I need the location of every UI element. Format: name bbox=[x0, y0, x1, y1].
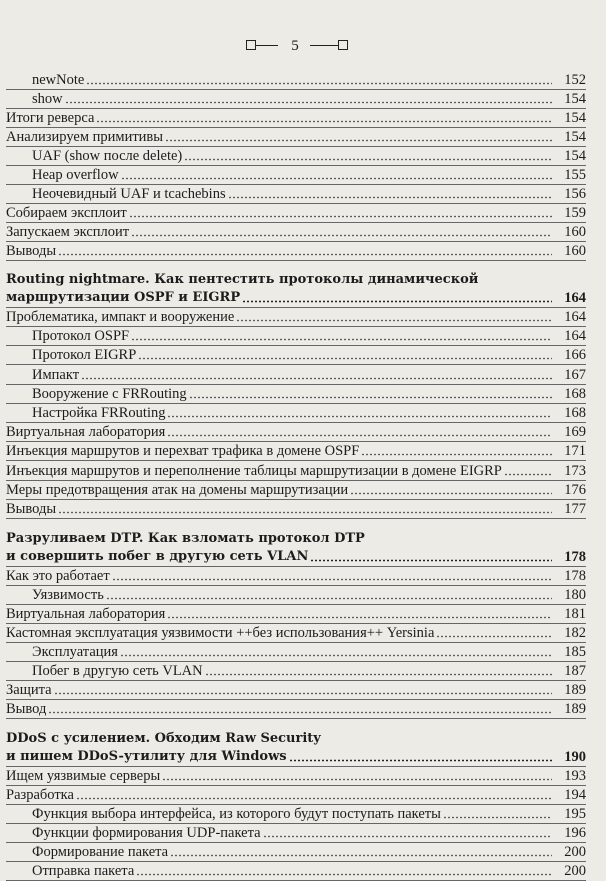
section-title-text: маршрутизации OSPF и EIGRP bbox=[6, 290, 241, 305]
section-title-line: DDoS с усилением. Обходим Raw Security bbox=[6, 731, 321, 746]
toc-entry-page: 195 bbox=[564, 806, 586, 822]
toc-entry bbox=[6, 499, 586, 518]
toc-entry bbox=[6, 108, 586, 127]
toc-entry-page: 194 bbox=[564, 787, 586, 803]
toc-entry bbox=[6, 842, 586, 861]
header-rule-left bbox=[256, 45, 278, 46]
toc-entry-title: Ищем уязвимые серверы bbox=[6, 768, 161, 784]
section-title-line bbox=[6, 748, 586, 766]
toc-entry-title: Выводы bbox=[6, 501, 57, 517]
dot-leader bbox=[112, 578, 552, 581]
toc-entry-page: 178 bbox=[564, 568, 586, 584]
toc-entry-title: Инъекция маршрутов и перехват трафика в домене OSPF bbox=[6, 443, 360, 460]
section-title-line bbox=[6, 548, 586, 566]
dot-leader bbox=[58, 253, 552, 256]
toc-entry-page: 154 bbox=[564, 148, 586, 164]
toc-entry-title: Виртуальная лаборатория bbox=[6, 424, 166, 441]
toc-entry-title: Уязвимость bbox=[32, 587, 104, 603]
toc-entry-page: 154 bbox=[564, 129, 586, 145]
toc-entry-title: show bbox=[32, 91, 63, 107]
toc-entry bbox=[6, 441, 586, 460]
toc-entry-page: 167 bbox=[564, 366, 586, 383]
toc-entry-title: Разработка bbox=[6, 787, 74, 803]
toc-entry-title: Как это работает bbox=[6, 568, 110, 584]
toc-entry bbox=[6, 403, 586, 422]
toc-entry bbox=[6, 70, 586, 89]
toc-entry-page: 180 bbox=[564, 587, 586, 603]
toc-entry bbox=[6, 222, 586, 241]
toc-entry bbox=[6, 480, 586, 499]
toc-entry-page: 185 bbox=[564, 644, 586, 660]
toc-entry-page: 182 bbox=[564, 625, 586, 641]
toc-entry bbox=[6, 165, 586, 184]
toc-entry-page: 200 bbox=[564, 863, 586, 879]
toc-entry-page: 164 bbox=[564, 328, 586, 345]
dot-leader bbox=[242, 300, 552, 303]
dot-leader bbox=[76, 797, 552, 800]
section-title-line: Routing nightmare. Как пентестить протоколы динамической bbox=[6, 272, 479, 287]
toc-entry-title: Запускаем эксплоит bbox=[6, 224, 130, 240]
toc-entry bbox=[6, 422, 586, 441]
toc-entry bbox=[6, 461, 586, 480]
toc-entry-page: 176 bbox=[564, 481, 586, 498]
toc-entry-page: 168 bbox=[564, 385, 586, 402]
toc-entry-page: 154 bbox=[564, 110, 586, 126]
toc-entry-title: Настройка FRRouting bbox=[32, 405, 166, 421]
toc-entry bbox=[6, 127, 586, 146]
dot-leader bbox=[81, 377, 552, 380]
dot-leader bbox=[263, 835, 552, 838]
dot-leader bbox=[205, 673, 552, 676]
toc-entry bbox=[6, 604, 586, 623]
toc-entry-title: Heap overflow bbox=[32, 167, 119, 183]
toc-entry-title: Проблематика, импакт и вооружение bbox=[6, 309, 235, 325]
toc-entry-title: newNote bbox=[32, 72, 85, 88]
toc-entry-page: 164 bbox=[564, 309, 586, 325]
section-title-line bbox=[6, 289, 586, 307]
dot-leader bbox=[443, 816, 552, 819]
toc-entry bbox=[6, 861, 586, 880]
dot-leader bbox=[436, 635, 552, 638]
toc-entry-title: Неочевидный UAF и tcachebins bbox=[32, 186, 226, 202]
dot-leader bbox=[310, 559, 552, 562]
toc-entry bbox=[6, 203, 586, 222]
toc-entry bbox=[6, 699, 586, 718]
toc-entry bbox=[6, 661, 586, 680]
toc-entry bbox=[6, 307, 586, 326]
toc-entry-title: Вооружение с FRRouting bbox=[32, 385, 187, 402]
toc-entry bbox=[6, 804, 586, 823]
section-heading bbox=[6, 730, 586, 766]
toc-entry-title: Протокол OSPF bbox=[32, 328, 130, 345]
dot-leader bbox=[138, 357, 552, 360]
toc-entry-title: Собираем эксплоит bbox=[6, 205, 127, 221]
toc-entry-title: Формирование пакета bbox=[32, 844, 169, 860]
toc-entry-title: Анализируем примитивы bbox=[6, 129, 164, 145]
dot-leader bbox=[129, 215, 552, 218]
dot-leader bbox=[121, 177, 552, 180]
section-heading bbox=[6, 271, 586, 307]
row-divider bbox=[6, 518, 586, 519]
toc-entry-page: 173 bbox=[564, 462, 586, 479]
toc-entry bbox=[6, 345, 586, 364]
running-header bbox=[0, 36, 606, 56]
toc-entry bbox=[6, 566, 586, 585]
dot-leader bbox=[162, 778, 552, 781]
toc-entry-title: Побег в другую сеть VLAN bbox=[32, 663, 203, 679]
section-title-text: и пишем DDoS-утилиту для Windows bbox=[6, 749, 287, 764]
dot-leader bbox=[165, 139, 552, 142]
toc-entry bbox=[6, 785, 586, 804]
toc-entry-page: 156 bbox=[564, 186, 586, 202]
toc-entry-title: Вывод bbox=[6, 701, 47, 717]
section-page: 164 bbox=[564, 290, 586, 306]
toc-entry-title: Виртуальная лаборатория bbox=[6, 606, 166, 622]
toc-entry-page: 193 bbox=[564, 768, 586, 784]
dot-leader bbox=[228, 196, 552, 199]
toc-entry-page: 160 bbox=[564, 243, 586, 259]
dot-leader bbox=[170, 854, 552, 857]
dot-leader bbox=[106, 597, 552, 600]
toc-entry-title: Инъекция маршрутов и переполнение таблицы маршрутизации в домене EIGRP bbox=[6, 462, 502, 479]
toc-entry-page: 189 bbox=[564, 701, 586, 717]
dot-leader bbox=[361, 453, 552, 456]
toc-entry-page: 160 bbox=[564, 224, 586, 240]
toc-entry-page: 187 bbox=[564, 663, 586, 679]
dot-leader bbox=[184, 158, 552, 161]
toc-entry-title: Функция выбора интерфейса, из которого будут поступать пакеты bbox=[32, 806, 441, 822]
toc-entry-page: 152 bbox=[564, 72, 586, 88]
row-divider bbox=[6, 260, 586, 261]
toc-entry bbox=[6, 241, 586, 260]
toc-entry-title: Отправка пакета bbox=[32, 863, 135, 879]
header-rule-right bbox=[310, 45, 338, 46]
toc-entry bbox=[6, 642, 586, 661]
dot-leader bbox=[48, 711, 552, 714]
toc-entry-page: 166 bbox=[564, 347, 586, 364]
toc-entry-page: 168 bbox=[564, 405, 586, 421]
toc-entry-title: Кастомная эксплуатация уязвимости ++без использования++ Yersinia bbox=[6, 625, 435, 641]
toc-entry-title: UAF (show после delete) bbox=[32, 148, 183, 164]
dot-leader bbox=[86, 82, 552, 85]
dot-leader bbox=[54, 692, 552, 695]
section-heading bbox=[6, 530, 586, 566]
toc-entry-page: 181 bbox=[564, 606, 586, 622]
dot-leader bbox=[96, 120, 552, 123]
toc-entry bbox=[6, 89, 586, 108]
dot-leader bbox=[131, 338, 552, 341]
page-number: 5 bbox=[291, 38, 299, 54]
row-divider bbox=[6, 307, 586, 308]
dot-leader bbox=[65, 101, 552, 104]
toc-entry bbox=[6, 680, 586, 699]
toc-entry-title: Защита bbox=[6, 682, 52, 698]
toc-entry-title: Итоги реверса bbox=[6, 110, 95, 126]
section-page: 178 bbox=[564, 549, 586, 565]
toc-entry bbox=[6, 146, 586, 165]
toc-entry-title: Меры предотвращения атак на домены маршрутизации bbox=[6, 481, 349, 498]
dot-leader bbox=[167, 616, 552, 619]
section-title-text: и совершить побег в другую сеть VLAN bbox=[6, 549, 309, 564]
dot-leader bbox=[167, 415, 552, 418]
toc-entry-title: Выводы bbox=[6, 243, 57, 259]
dot-leader bbox=[120, 654, 552, 657]
toc-entry-title: Функции формирования UDP-пакета bbox=[32, 825, 261, 841]
toc-entry bbox=[6, 585, 586, 604]
dot-leader bbox=[289, 759, 552, 762]
toc-entry-page: 169 bbox=[564, 424, 586, 441]
toc-entry-page: 159 bbox=[564, 205, 586, 221]
row-divider bbox=[6, 766, 586, 767]
toc-entry-page: 200 bbox=[564, 844, 586, 860]
toc-entry bbox=[6, 365, 586, 384]
toc-entry-page: 189 bbox=[564, 682, 586, 698]
toc-entry-page: 171 bbox=[564, 443, 586, 460]
toc-entry bbox=[6, 384, 586, 403]
section-title-line: Разруливаем DTP. Как взломать протокол DTP bbox=[6, 531, 365, 546]
toc-entry bbox=[6, 823, 586, 842]
dot-leader bbox=[167, 434, 552, 437]
dot-leader bbox=[504, 473, 552, 476]
dot-leader bbox=[131, 234, 552, 237]
dot-leader bbox=[189, 396, 552, 399]
dot-leader bbox=[58, 511, 552, 514]
toc-entry bbox=[6, 326, 586, 345]
toc-entry-page: 155 bbox=[564, 167, 586, 183]
toc-entry bbox=[6, 623, 586, 642]
toc-entry-title: Протокол EIGRP bbox=[32, 347, 137, 364]
toc-entry-page: 177 bbox=[564, 501, 586, 517]
dot-leader bbox=[236, 319, 552, 322]
header-square-right-icon bbox=[338, 40, 348, 50]
toc-entry-title: Импакт bbox=[32, 366, 80, 383]
section-page: 190 bbox=[564, 749, 586, 765]
dot-leader bbox=[350, 492, 552, 495]
toc-entry bbox=[6, 184, 586, 203]
toc-entry-page: 154 bbox=[564, 91, 586, 107]
row-divider bbox=[6, 566, 586, 567]
toc-entry bbox=[6, 766, 586, 785]
header-square-left-icon bbox=[246, 40, 256, 50]
toc-entry-title: Эксплуатация bbox=[32, 644, 118, 660]
toc-entry-page: 196 bbox=[564, 825, 586, 841]
row-divider bbox=[6, 718, 586, 719]
